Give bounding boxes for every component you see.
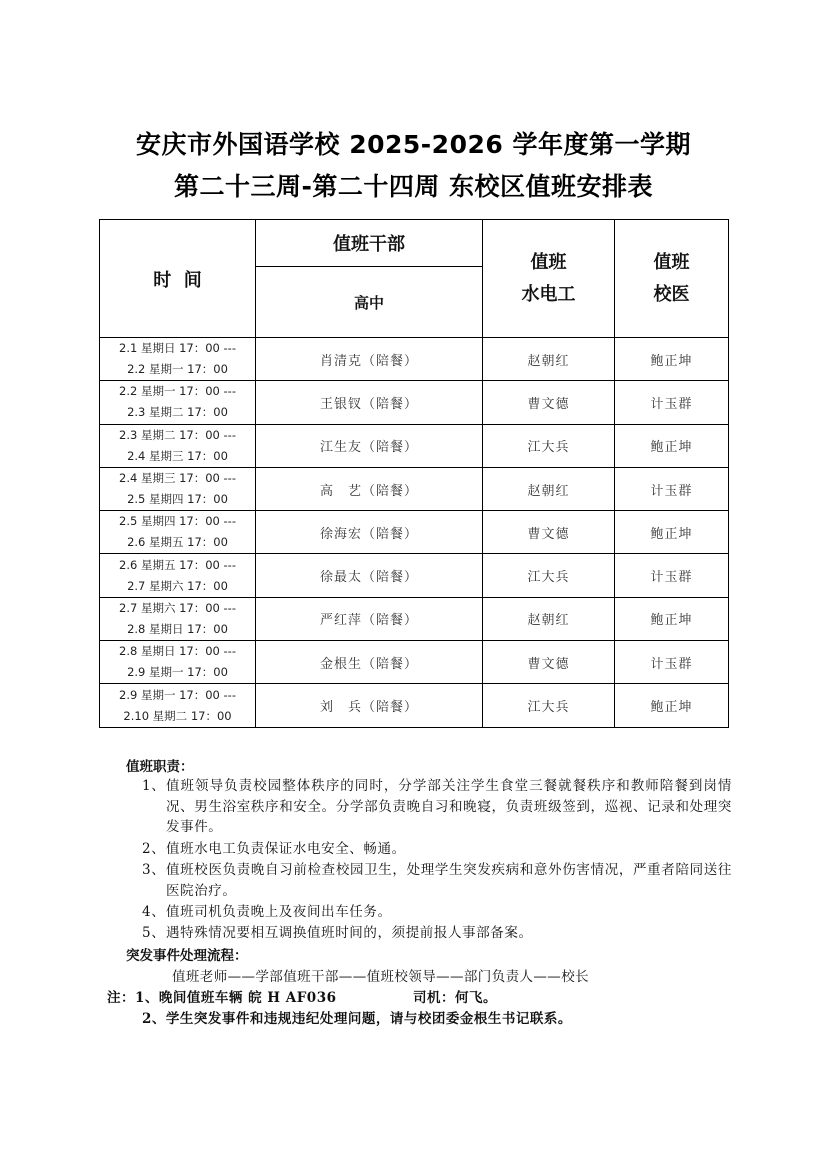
electrician-cell: 赵朝红 xyxy=(483,597,615,640)
doctor-cell: 鲍正坤 xyxy=(615,338,729,381)
duty-item-4 xyxy=(142,902,732,923)
doctor-cell: 计玉群 xyxy=(615,467,729,510)
cadre-cell: 徐最太（陪餐） xyxy=(256,554,483,597)
cadre-cell: 徐海宏（陪餐） xyxy=(256,511,483,554)
cadre-cell: 高 艺（陪餐） xyxy=(256,467,483,510)
duty-item-number: 3、 xyxy=(142,862,166,878)
duty-item-text: 遇特殊情况要相互调换值班时间的，须提前报人事部备案。 xyxy=(166,925,533,941)
header-doctor xyxy=(615,220,729,338)
document-title-line1: 安庆市外国语学校 2025-2026 学年度第一学期 xyxy=(136,130,691,159)
doctor-cell: 计玉群 xyxy=(615,381,729,424)
table-row xyxy=(100,467,729,510)
time-start: 2.3 星期二 17：00 --- xyxy=(119,427,236,442)
electrician-cell: 江大兵 xyxy=(483,424,615,467)
electrician-cell: 赵朝红 xyxy=(483,467,615,510)
time-cell xyxy=(100,381,256,424)
duty-item-number: 1、 xyxy=(142,778,166,794)
duty-item-5 xyxy=(142,923,732,944)
table-row xyxy=(100,338,729,381)
time-end: 2.2 星期一 17：00 xyxy=(127,362,228,377)
duty-item-text: 值班领导负责校园整体秩序的同时，分学部关注学生食堂三餐就餐秩序和教师陪餐到岗情况、男生浴室秩序和安全。分学部负责晚自习和晚寝，负责班级签到，巡视、记录和处理突发事件。 xyxy=(166,778,732,835)
header-electrician-line1: 值班 xyxy=(530,251,567,273)
time-end: 2.10 星期二 17：00 xyxy=(123,708,232,723)
electrician-cell: 江大兵 xyxy=(483,684,615,727)
duty-item-2 xyxy=(142,839,732,860)
duty-item-text: 值班水电工负责保证水电安全、畅通。 xyxy=(166,841,406,857)
header-cadre-sub xyxy=(256,267,483,338)
header-time-label: 时 间 xyxy=(153,269,202,291)
table-row xyxy=(100,641,729,684)
duty-item-3 xyxy=(142,860,732,901)
table-row xyxy=(100,684,729,727)
header-cadre-sub-label: 高中 xyxy=(353,293,384,312)
time-start: 2.5 星期四 17：00 --- xyxy=(119,514,236,529)
table-row xyxy=(100,381,729,424)
doctor-cell: 计玉群 xyxy=(615,554,729,597)
time-end: 2.7 星期六 17：00 xyxy=(127,578,228,593)
duty-item-text: 值班司机负责晚上及夜间出车任务。 xyxy=(166,904,392,920)
header-cadre xyxy=(256,220,483,267)
time-end: 2.4 星期三 17：00 xyxy=(127,448,228,463)
duty-item-text: 值班校医负责晚自习前检查校园卫生，处理学生突发疾病和意外伤害情况，严重者陪同送往医院治疗。 xyxy=(166,862,732,899)
header-cadre-label: 值班干部 xyxy=(333,234,405,255)
time-end: 2.6 星期五 17：00 xyxy=(127,535,228,550)
cadre-cell: 江生友（陪餐） xyxy=(256,424,483,467)
document-title-line2: 第二十三周-第二十四周 东校区值班安排表 xyxy=(173,172,654,201)
header-doctor-line1: 值班 xyxy=(653,251,690,273)
time-cell xyxy=(100,597,256,640)
table-row xyxy=(100,424,729,467)
doctor-cell: 计玉群 xyxy=(615,641,729,684)
time-cell xyxy=(100,511,256,554)
time-start: 2.9 星期一 17：00 --- xyxy=(119,687,236,702)
cadre-cell: 肖清克（陪餐） xyxy=(256,338,483,381)
doctor-cell: 鲍正坤 xyxy=(615,597,729,640)
duty-schedule-table xyxy=(99,219,729,728)
time-cell xyxy=(100,554,256,597)
duty-item-1 xyxy=(142,776,732,838)
time-start: 2.6 星期五 17：00 --- xyxy=(119,557,236,572)
time-start: 2.8 星期日 17：00 --- xyxy=(119,644,236,659)
header-row xyxy=(100,220,729,267)
note-2: 2、学生突发事件和违规违纪处理问题，请与校团委金根生书记联系。 xyxy=(142,1011,572,1027)
table-row xyxy=(100,597,729,640)
time-cell xyxy=(100,641,256,684)
duty-item-number: 2、 xyxy=(142,841,166,857)
header-electrician-line2: 水电工 xyxy=(521,283,576,305)
note-1-vehicle: 注：1、晚间值班车辆 皖 H AF036 xyxy=(107,990,337,1006)
time-end: 2.5 星期四 17：00 xyxy=(127,492,228,507)
time-end: 2.9 星期一 17：00 xyxy=(127,665,228,680)
header-doctor-line2: 校医 xyxy=(653,283,690,305)
time-cell xyxy=(100,467,256,510)
duty-item-number: 4、 xyxy=(142,904,166,920)
time-start: 2.4 星期三 17：00 --- xyxy=(119,471,236,486)
electrician-cell: 曹文德 xyxy=(483,381,615,424)
table-row xyxy=(100,511,729,554)
table-row xyxy=(100,554,729,597)
time-start: 2.1 星期日 17：00 --- xyxy=(119,341,236,356)
time-cell xyxy=(100,684,256,727)
electrician-cell: 江大兵 xyxy=(483,554,615,597)
emergency-flow: 值班老师——学部值班干部——值班校领导——部门负责人——校长 xyxy=(172,969,589,985)
electrician-cell: 赵朝红 xyxy=(483,338,615,381)
time-end: 2.8 星期日 17：00 xyxy=(127,621,228,636)
cadre-cell: 金根生（陪餐） xyxy=(256,641,483,684)
cadre-cell: 刘 兵（陪餐） xyxy=(256,684,483,727)
doctor-cell: 鲍正坤 xyxy=(615,424,729,467)
doctor-cell: 鲍正坤 xyxy=(615,684,729,727)
cadre-cell: 王银钗（陪餐） xyxy=(256,381,483,424)
header-electrician xyxy=(483,220,615,338)
duty-item-number: 5、 xyxy=(142,925,166,941)
time-cell xyxy=(100,424,256,467)
note-1-driver: 司机：何飞。 xyxy=(413,990,497,1006)
time-start: 2.7 星期六 17：00 --- xyxy=(119,600,236,615)
time-end: 2.3 星期二 17：00 xyxy=(127,405,228,420)
time-start: 2.2 星期一 17：00 --- xyxy=(119,384,236,399)
header-time xyxy=(100,220,256,338)
duties-heading: 值班职责： xyxy=(126,759,194,775)
doctor-cell: 鲍正坤 xyxy=(615,511,729,554)
electrician-cell: 曹文德 xyxy=(483,511,615,554)
emergency-heading: 突发事件处理流程： xyxy=(126,948,248,964)
electrician-cell: 曹文德 xyxy=(483,641,615,684)
cadre-cell: 严红萍（陪餐） xyxy=(256,597,483,640)
time-cell xyxy=(100,338,256,381)
